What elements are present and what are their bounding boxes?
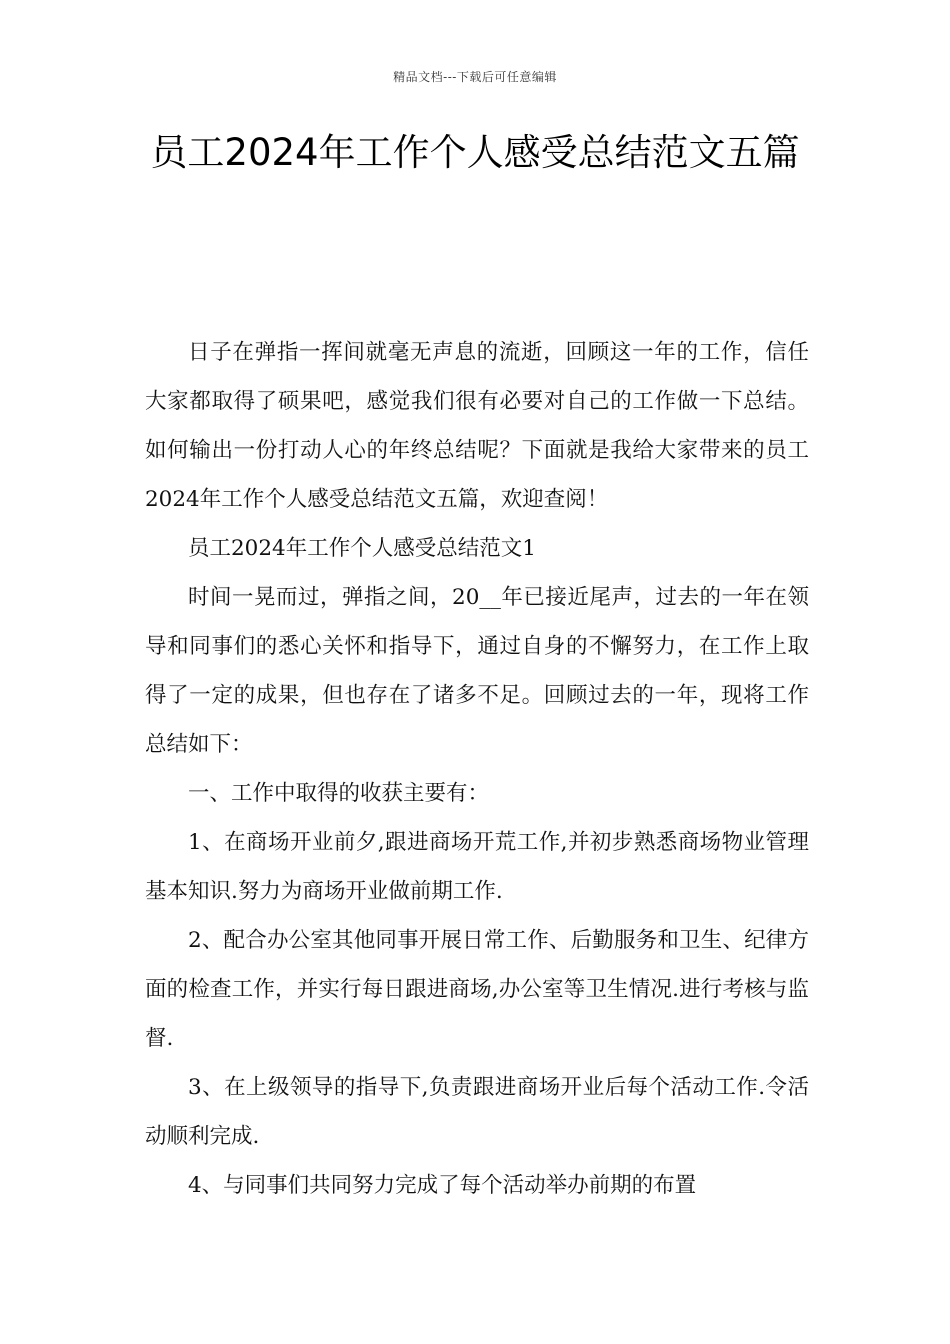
header-note: 精品文档---下载后可任意编辑: [393, 70, 557, 84]
subsection-heading: 一、工作中取得的收获主要有：: [188, 781, 490, 806]
list-item: 1、在商场开业前夕,跟进商场开荒工作,并初步熟悉商场物业管理基本知识.努力为商场开业做前期工作.: [145, 830, 809, 904]
document-title: 员工2024年工作个人感受总结范文五篇: [150, 131, 800, 174]
intro-paragraph: 日子在弹指一挥间就毫无声息的流逝，回顾这一年的工作，信任大家都取得了硕果吧，感觉我们很有必要对自己的工作做一下总结。如何输出一份打动人心的年终总结呢？下面就是我给大家带来的员工2024年工作个人感受总结范文五篇，欢迎查阅！: [145, 340, 809, 512]
list-item: 2、配合办公室其他同事开展日常工作、后勤服务和卫生、纪律方面的检查工作，并实行每日跟进商场,办公室等卫生情况.进行考核与监督.: [145, 928, 809, 1051]
section-heading: 员工2024年工作个人感受总结范文1: [188, 536, 536, 561]
list-item: 4、与同事们共同努力完成了每个活动举办前期的布置: [188, 1173, 697, 1198]
list-item: 3、在上级领导的指导下,负责跟进商场开业后每个活动工作.令活动顺利完成.: [145, 1075, 809, 1149]
document-body: [145, 328, 809, 1210]
body-paragraph: 时间一晃而过，弹指之间，20__年已接近尾声，过去的一年在领导和同事们的悉心关怀和指导下，通过自身的不懈努力，在工作上取得了一定的成果，但也存在了诸多不足。回顾过去的一年，现将工作总结如下：: [145, 585, 809, 757]
